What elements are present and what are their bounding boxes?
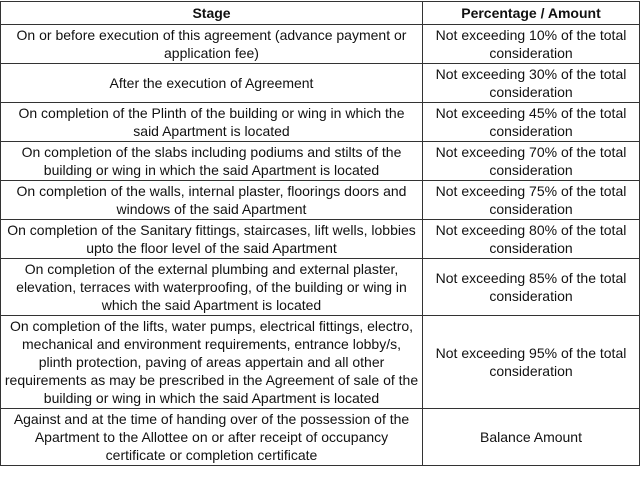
table-row (1, 259, 640, 316)
stage-cell: On or before execution of this agreement (advance payment or application fee) (1, 25, 423, 64)
table-row (1, 316, 640, 409)
stage-cell: On completion of the lifts, water pumps, electrical fittings, electro, mechanical and environment requirements, entrance lobby/s, plinth protection, paving of areas appertain and all other requirements as may be prescribed in the Agreement of sale of the building or wing in which the said Apartment is located (1, 316, 423, 409)
percentage-cell: Not exceeding 95% of the total consideration (423, 316, 640, 409)
table-row (1, 64, 640, 103)
percentage-cell: Not exceeding 45% of the total consideration (423, 103, 640, 142)
stage-column-header: Stage (1, 2, 423, 25)
table-row (1, 142, 640, 181)
table-row (1, 103, 640, 142)
percentage-cell: Not exceeding 80% of the total consideration (423, 220, 640, 259)
stage-cell: On completion of the Plinth of the building or wing in which the said Apartment is located (1, 103, 423, 142)
percentage-cell: Balance Amount (423, 409, 640, 466)
stage-cell: Against and at the time of handing over of the possession of the Apartment to the Allottee on or after receipt of occupancy certificate or completion certificate (1, 409, 423, 466)
table-row (1, 220, 640, 259)
percentage-column-header: Percentage / Amount (423, 2, 640, 25)
percentage-cell: Not exceeding 70% of the total consideration (423, 142, 640, 181)
table-row (1, 25, 640, 64)
table-header-row (1, 2, 640, 25)
percentage-cell: Not exceeding 75% of the total consideration (423, 181, 640, 220)
stage-cell: On completion of the walls, internal plaster, floorings doors and windows of the said Apartment (1, 181, 423, 220)
percentage-cell: Not exceeding 10% of the total consideration (423, 25, 640, 64)
stage-cell: On completion of the Sanitary fittings, staircases, lift wells, lobbies upto the floor level of the said Apartment (1, 220, 423, 259)
percentage-cell: Not exceeding 30% of the total consideration (423, 64, 640, 103)
table-row (1, 409, 640, 466)
stage-cell: After the execution of Agreement (1, 64, 423, 103)
percentage-cell: Not exceeding 85% of the total consideration (423, 259, 640, 316)
payment-schedule-table (0, 1, 640, 466)
table-row (1, 181, 640, 220)
stage-cell: On completion of the external plumbing and external plaster, elevation, terraces with waterproofing, of the building or wing in which the said Apartment is located (1, 259, 423, 316)
stage-cell: On completion of the slabs including podiums and stilts of the building or wing in which the said Apartment is located (1, 142, 423, 181)
